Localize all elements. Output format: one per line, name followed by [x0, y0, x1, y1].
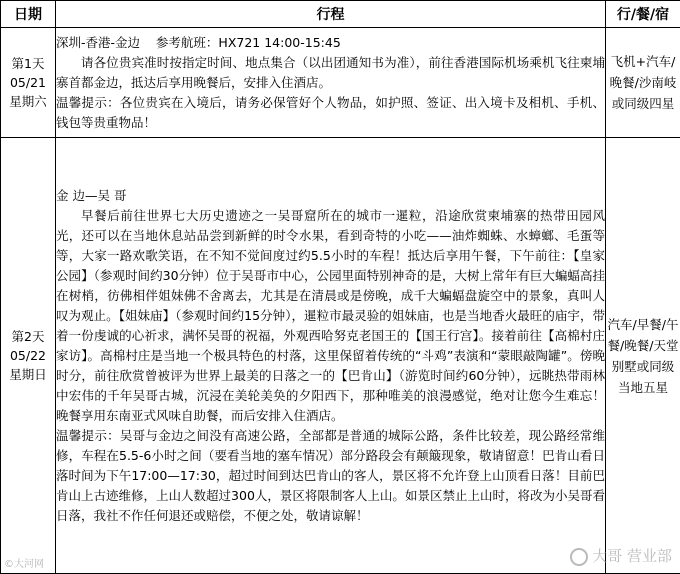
watermark-left: ©大河网 [4, 555, 44, 570]
day2-date: 05/22 [1, 346, 55, 365]
day1-day: 第1天 [1, 54, 55, 73]
day1-title: 深圳-香港-金边 参考航班：HX721 14:00-15:45 [56, 33, 605, 53]
day2-weekday: 星期日 [1, 365, 55, 384]
header-meal: 行/餐/宿 [606, 1, 680, 28]
day2-day: 第2天 [1, 327, 55, 346]
day1-date-cell [1, 28, 56, 138]
day2-note: 温馨提示：吴哥与金边之间没有高速公路，全部都是普通的城际公路，条件比较差，现公路经常维修，车程在5.5-6小时之间（要看当地的塞车情况）部分路段会有颠簸现象，敬请留意！巴肯山看日落时间为下午17:00—17:30，超过时间到达巴肯山的客人，景区将不允许登上山顶看日落！目前巴肯山上古迹维修，上山人数超过300人，景区将限制客人上山。如景区禁止上山时，将改为小吴哥看日落，我社不作任何退还或赔偿，不便之处，敬请谅解！ [56, 426, 605, 526]
header-row [1, 1, 680, 28]
day1-weekday: 星期六 [1, 92, 55, 111]
day2-meal-cell: 汽车/早餐/午餐/晚餐/天堂别墅或同级当地五星 [606, 138, 680, 574]
day1-itinerary-cell [56, 28, 606, 138]
day2-title: 金 边—吴 哥 [56, 186, 605, 206]
day1-paragraph: 请各位贵宾准时按指定时间、地点集合（以出团通知书为准），前往香港国际机场乘机飞往柬埔寨首都金边，抵达后享用晚餐后，安排入住酒店。 [56, 53, 605, 93]
watermark-right-text: 大哥 营业部 [592, 547, 672, 565]
day1-meal-cell: 飞机+汽车/晚餐/沙南岐或同级四星 [606, 28, 680, 138]
day1-date: 05/21 [1, 73, 55, 92]
header-date: 日期 [1, 1, 56, 28]
day2-date-cell [1, 138, 56, 574]
header-itinerary: 行程 [56, 1, 606, 28]
day2-itinerary-cell [56, 138, 606, 574]
table-row-day2 [1, 138, 680, 574]
day1-note: 温馨提示：各位贵宾在入境后，请务必保管好个人物品，如护照、签证、出入境卡及相机、手机、钱包等贵重物品！ [56, 93, 605, 133]
day2-paragraph: 早餐后前往世界七大历史遗迹之一吴哥窟所在的城市一暹粒，沿途欣赏柬埔寨的热带田园风光，还可以在当地休息站品尝到新鲜的时令水果，看到奇特的小吃——油炸蜘蛛、水蟑螂、毛蛋等等，大家一路欢歌笑语，在不知不觉间度过约5.5小时的车程！抵达后享用午餐，下午前往：【皇家公园】（参观时间约30分钟）位于吴哥市中心，公园里面特别神奇的是，大树上常年有巨大蝙蝠高挂在树梢，彷佛相伴姐妹佛不舍离去，尤其是在清晨或是傍晚，成千大蝙蝠盘旋空中的景象，真叫人叹为观止。【姐妹庙】（参观时间约15分钟），暹粒市最灵验的姐妹庙，也是当地香火最旺的庙宇，带着一份虔诚的心祈求，满怀吴哥的祝福，外观西哈努克老国王的【国王行宫】。接着前往【高棉村庄家访】。高棉村庄是当地一个极具特色的村落，这里保留着传统的“斗鸡”表演和“蒙眼敲陶罐”。傍晚时分，前往欣赏曾被评为世界上最美的日落之一的【巴肯山】（游览时间约60分钟），远眺热带雨林中宏伟的千年吴哥古城，沉浸在美轮美奂的夕阳西下，那种唯美的浪漫感觉，绝对让您今生难忘！ 晚餐享用东南亚式风味自助餐，而后安排入住酒店。 [56, 206, 605, 426]
table-row-day1 [1, 28, 680, 138]
